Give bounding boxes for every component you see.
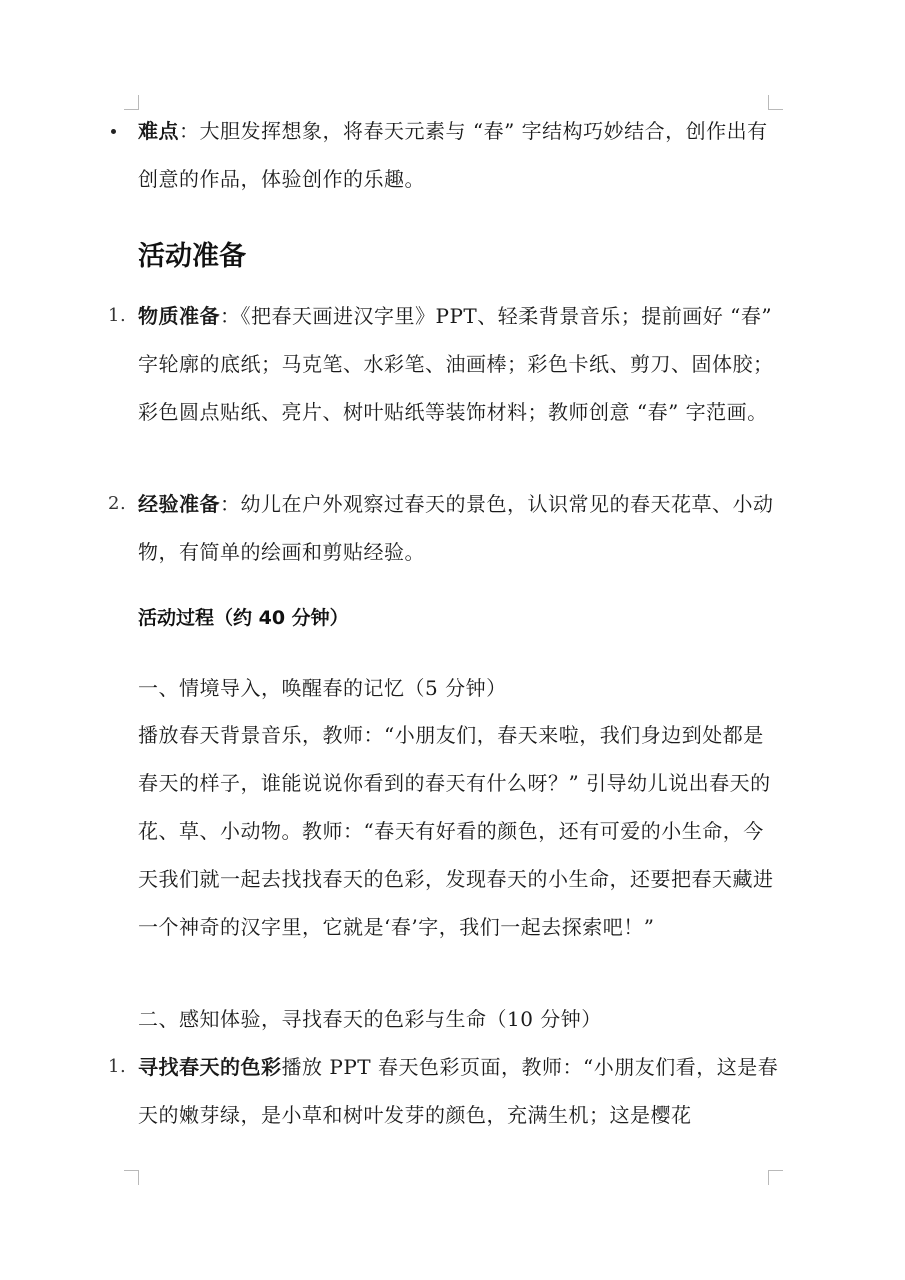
difficulty-text: 大胆发挥想象，将春天元素与 “春” 字结构巧妙结合，创作出有创意的作品，体验创作的乐趣。 [138, 119, 768, 191]
step1-text: 播放春天背景音乐，教师：“小朋友们，春天来啦，我们身边到处都是春天的样子，谁能说说你看到的春天有什么呀？” 引导幼儿说出春天的花、草、小动物。教师：“春天有好看的颜色，还有可爱的小生命，今天我们就一起去找找春天的色彩，发现春天的小生命，还要把春天藏进一个神奇的汉字里，它就是‘春’字，我们一起去探索吧！” [138, 723, 774, 939]
difficulty-label: 难点 [138, 119, 179, 143]
list-number: 1. [108, 1056, 127, 1077]
prep-item-sep: ： [220, 304, 241, 328]
step2-item-text: 播放 PPT 春天色彩页面，教师：“小朋友们看，这是春天的嫩芽绿，是小草和树叶发芽的颜色，充满生机；这是樱花 [138, 1055, 779, 1127]
prep-item-experience [108, 480, 783, 576]
crop-mark-top-left [124, 95, 139, 110]
process-heading: 活动过程（约 40 分钟） [138, 607, 349, 629]
prep-item-text: 幼儿在户外观察过春天的景色，认识常见的春天花草、小动物，有简单的绘画和剪贴经验。 [138, 492, 774, 564]
prep-heading: 活动准备 [138, 241, 246, 272]
list-number: 2. [108, 493, 127, 514]
difficulty-sep: ： [179, 119, 200, 143]
crop-mark-bottom-right [768, 1170, 783, 1185]
bullet-dot-icon [111, 129, 116, 134]
prep-item-label: 经验准备 [138, 492, 220, 516]
step1-title: 一、情境导入，唤醒春的记忆（5 分钟） [138, 676, 507, 700]
step2-item-label: 寻找春天的色彩 [138, 1055, 282, 1079]
difficulty-bullet [138, 107, 783, 203]
list-number: 1. [108, 305, 127, 326]
prep-item-material [108, 292, 783, 436]
step2-item-colors [108, 1043, 783, 1139]
prep-item-sep: ： [220, 492, 241, 516]
step2-title: 二、感知体验，寻找春天的色彩与生命（10 分钟） [138, 1007, 602, 1031]
prep-item-text: 《把春天画进汉字里》PPT、轻柔背景音乐；提前画好 “春” 字轮廓的底纸；马克笔、水彩笔、油画棒；彩色卡纸、剪刀、固体胶；彩色圆点贴纸、亮片、树叶贴纸等装饰材料；教师创意 “春” 字范画。 [138, 304, 774, 424]
prep-item-label: 物质准备 [138, 304, 220, 328]
crop-mark-bottom-left [124, 1170, 139, 1185]
